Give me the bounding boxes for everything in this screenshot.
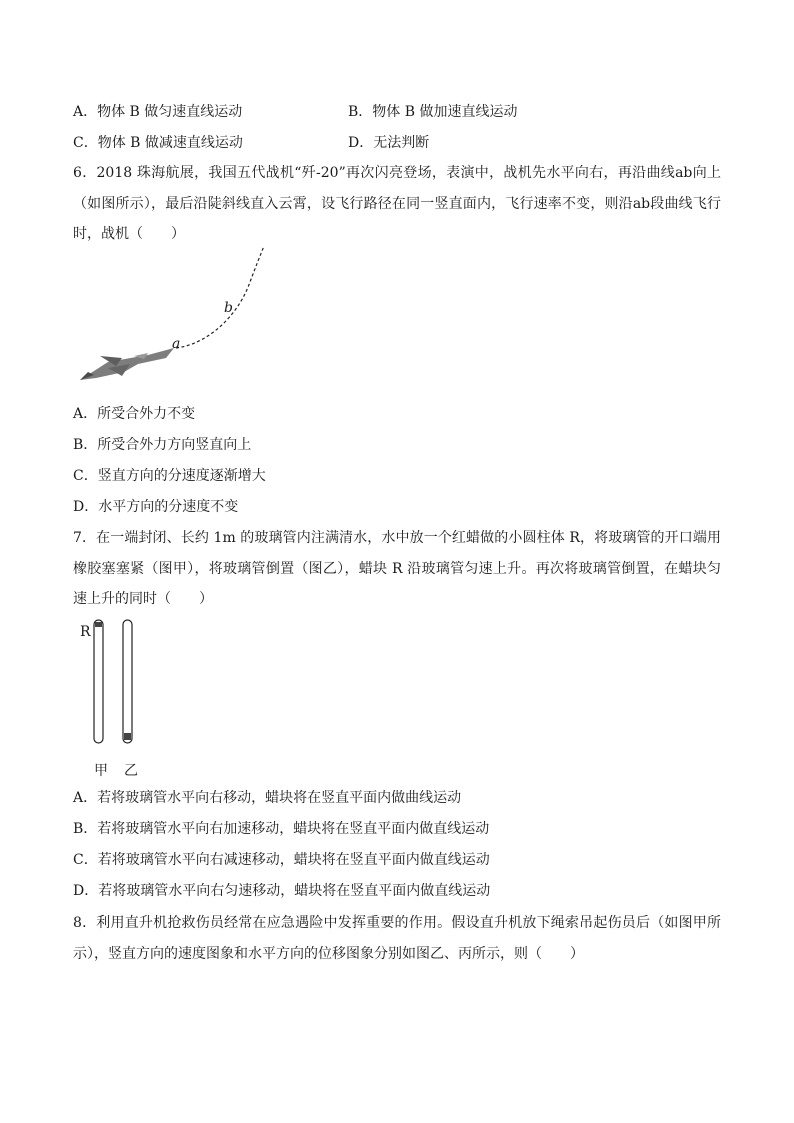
q5-option-b: B．物体 B 做加速直线运动 — [348, 104, 518, 120]
q7-tubes-figure — [88, 618, 148, 746]
q5-option-d: D．无法判断 — [348, 135, 430, 151]
q7-option-a: A．若将玻璃管水平向右移动，蜡块将在竖直平面内做曲线运动 — [73, 790, 462, 806]
tube-yi — [123, 620, 132, 743]
jet-icon — [80, 348, 174, 380]
q6-stem: 6．2018 珠海航展，我国五代战机“歼-20”再次闪亮登场，表演中，战机先水平向右，再沿曲线ab向上（如图所示），最后沿陡斜线直入云霄，设飞行路径在同一竖直面内，飞行速率不变，则沿ab段曲线飞行时，战机（ ） — [73, 165, 721, 242]
wax-block-r — [95, 622, 102, 627]
q7-option-b: B．若将玻璃管水平向右加速移动，蜡块将在竖直平面内做直线运动 — [73, 821, 490, 837]
q8-stem: 8．利用直升机抢救伤员经常在应急遇险中发挥重要的作用。假设直升机放下绳索吊起伤员后（如图甲所示），竖直方向的速度图象和水平方向的位移图象分别如图乙、丙所示，则（ ） — [73, 915, 721, 962]
label-jia: 甲 — [94, 763, 108, 779]
curve-ab — [176, 246, 264, 348]
wax-block-bottom — [124, 733, 131, 740]
q6-option-a: A．所受合外力不变 — [73, 406, 196, 422]
q7-option-c: C．若将玻璃管水平向右减速移动，蜡块将在竖直平面内做直线运动 — [73, 852, 490, 868]
q6-option-b: B．所受合外力方向竖直向上 — [73, 437, 252, 453]
q6-jet-figure — [78, 244, 278, 384]
q7-stem: 7．在一端封闭、长约 1m 的玻璃管内注满清水，水中放一个红蜡做的小圆柱体 R，将玻璃管的开口端用橡胶塞塞紧（图甲），将玻璃管倒置（图乙），蜡块 R 沿玻璃管匀速上升。再次将玻璃管倒置，在蜡块匀速上升的同时（ ） — [73, 530, 721, 607]
q5-option-a: A．物体 B 做匀速直线运动 — [73, 104, 243, 120]
q7-option-d: D．若将玻璃管水平向右匀速移动，蜡块将在竖直平面内做直线运动 — [73, 883, 491, 899]
q6-option-c: C．竖直方向的分速度逐渐增大 — [73, 468, 266, 484]
q6-option-d: D．水平方向的分速度不变 — [73, 499, 239, 515]
label-b: b — [224, 300, 233, 316]
label-yi: 乙 — [124, 763, 138, 779]
label-r: R — [80, 624, 91, 640]
q5-option-c: C．物体 B 做减速直线运动 — [73, 135, 243, 151]
tube-jia — [94, 620, 103, 743]
label-a: a — [172, 336, 181, 352]
